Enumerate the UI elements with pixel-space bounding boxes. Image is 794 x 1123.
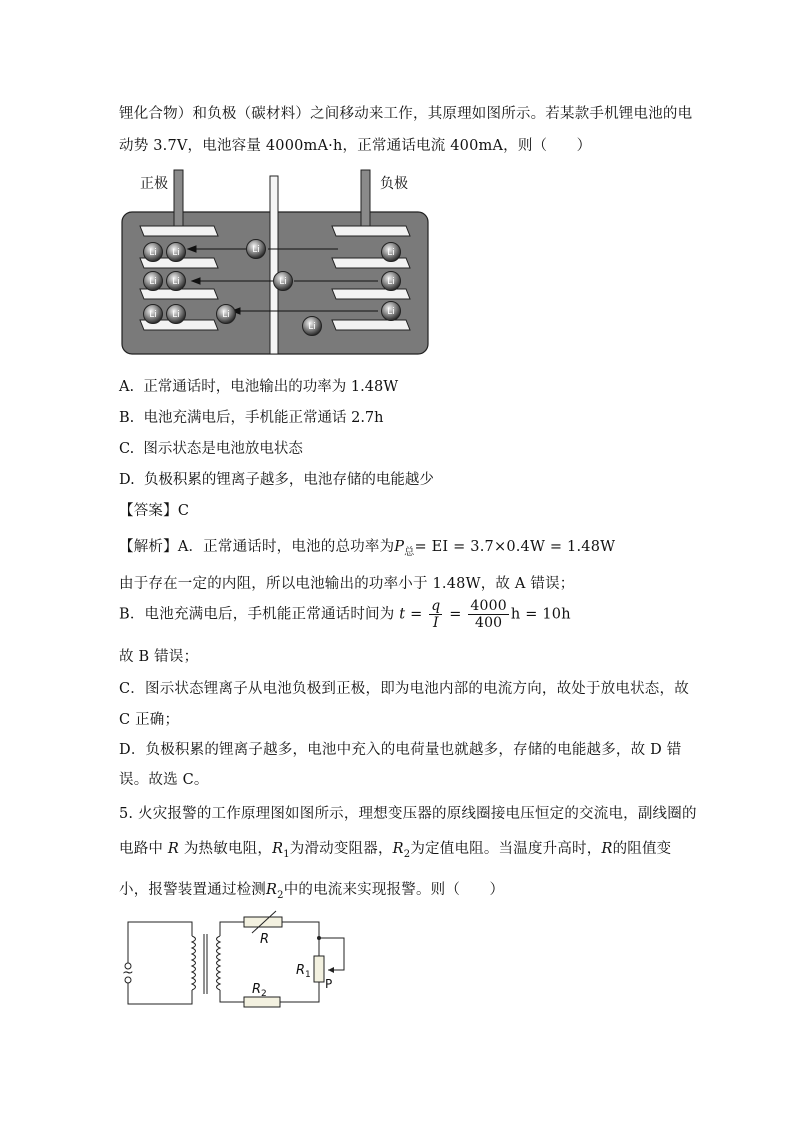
svg-text:Li: Li [308, 322, 316, 332]
option-b: B. 电池充满电后，手机能正常通话 2.7h [119, 410, 384, 426]
answer-line [119, 499, 189, 520]
ion-9 [144, 305, 163, 324]
label-positive: 正极 [140, 176, 168, 192]
ion-12 [382, 302, 401, 321]
analysis-a-line: 【解析】A．正常通话时，电池的总功率为$P_总=$ EI = 3.7×0.4W = 1.48W [119, 539, 616, 558]
analysis-c-line-1: C．图示状态锂离子从电池负极到正极，即为电池内部的电流方向，故处于放电状态，故 [119, 681, 689, 697]
analysis-d-line-1: D．负极积累的锂离子越多，电池中充入的电荷量也就越多，存储的电能越多，故 D 错 [119, 742, 682, 758]
label-negative: 负极 [380, 176, 408, 192]
q5-line-2: 电路中 R 为热敏电阻，$R_1$为滑动变阻器，$R_2$为定值电阻。当温度升高时，R的阻值变 [119, 841, 672, 860]
analysis-b-line-2: 故 B 错误； [119, 649, 199, 665]
ion-11 [217, 305, 236, 324]
ion-13 [303, 317, 322, 336]
svg-text:Li: Li [149, 310, 157, 320]
label-R2-sub: 2 [261, 989, 267, 999]
label-R1: R [296, 963, 306, 978]
option-a: A. 正常通话时，电池输出的功率为 1.48W [119, 379, 399, 395]
svg-text:Li: Li [149, 277, 157, 287]
ion-7 [274, 272, 293, 291]
svg-text:Li: Li [387, 277, 395, 287]
ion-5 [144, 272, 163, 291]
intro-line-2: 动势 3.7V，电池容量 4000mA·h，正常通话电流 400mA，则（ ） [119, 138, 592, 154]
svg-text:Li: Li [222, 310, 230, 320]
svg-text:Li: Li [387, 307, 395, 317]
answer-tag: 【答案】 [119, 503, 178, 519]
svg-text:Li: Li [172, 310, 180, 320]
ion-2 [167, 243, 186, 262]
svg-text:Li: Li [252, 245, 260, 255]
ion-1 [144, 243, 163, 262]
option-d: D. 负极积累的锂离子越多，电池存储的电能越少 [119, 472, 434, 488]
q5-line-3: 小，报警装置通过检测$R_2$中的电流来实现报警。则（ ） [119, 882, 505, 901]
svg-text:Li: Li [172, 277, 180, 287]
analysis-b-line: B．电池充满电后，手机能正常通话时间为 t = $\frac{q}{I}$ = $\frac{4000}{400}$ h = 10h [119, 598, 571, 631]
analysis-tag: 【解析】 [119, 539, 178, 555]
ion-8 [382, 272, 401, 291]
label-P: P [325, 977, 333, 991]
ion-4 [382, 243, 401, 262]
analysis-d-line-2: 误。故选 C。 [119, 772, 209, 788]
fraction-q-over-I: $\frac{q}{I}$ [431, 598, 441, 631]
svg-text:Li: Li [149, 248, 157, 258]
option-c: C. 图示状态是电池放电状态 [119, 441, 303, 457]
svg-text:Li: Li [387, 248, 395, 258]
label-R: R [260, 932, 270, 947]
svg-text:Li: Li [172, 248, 180, 258]
analysis-a-line-2: 由于存在一定的内阻，所以电池输出的功率小于 1.48W，故 A 错误； [119, 576, 575, 592]
ion-3 [247, 240, 266, 259]
label-R2: R [252, 982, 262, 997]
label-R1-sub: 1 [305, 970, 311, 980]
analysis-c-line-2: C 正确； [119, 712, 180, 728]
q5-line-1: 5. 火灾报警的工作原理图如图所示，理想变压器的原线圈接电压恒定的交流电，副线圈的 [119, 806, 697, 822]
fraction-4000-over-400: $\frac{4000}{400}$ [470, 598, 507, 631]
battery-diagram [118, 168, 432, 358]
ac-symbol: ~ [122, 965, 134, 981]
intro-line-1: 锂化合物）和负极（碳材料）之间移动来工作，其原理如图所示。若某款手机锂电池的电 [119, 106, 693, 122]
ion-6 [167, 272, 186, 291]
answer-value: C [177, 503, 190, 519]
ion-10 [167, 305, 186, 324]
svg-text:Li: Li [279, 277, 287, 287]
circuit-diagram [114, 910, 364, 1015]
